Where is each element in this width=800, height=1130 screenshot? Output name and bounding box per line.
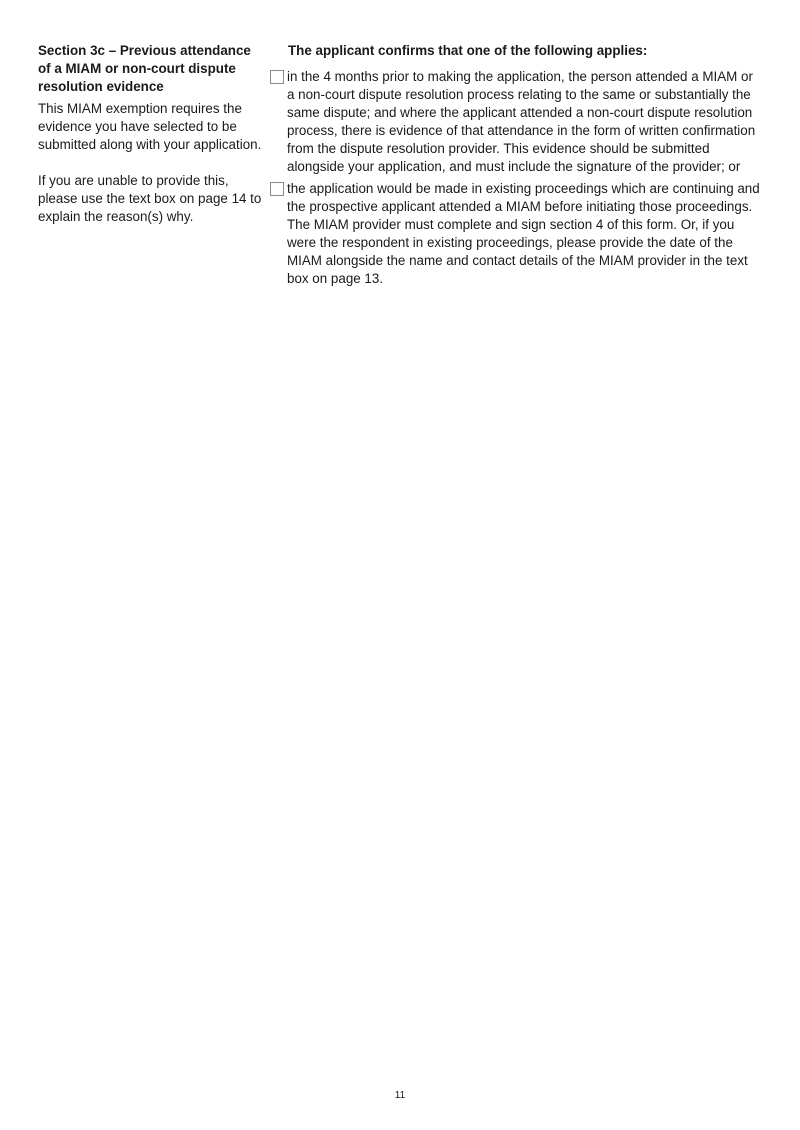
option-text: the application would be made in existing proceedings which are continuing and the prospective applicant attended a MIAM before initiating those proceedings. The MIAM provider must complete and sign section 4 of this form. Or, if you were the respondent in existing proceedings, please provide the date of the MIAM alongside the name and contact details of the MIAM provider in the text box on page 13. bbox=[287, 181, 760, 286]
previous-attendance-checkbox[interactable] bbox=[270, 70, 284, 84]
right-column bbox=[270, 42, 762, 292]
left-column bbox=[38, 42, 263, 226]
option-text: in the 4 months prior to making the application, the person attended a MIAM or a non-court dispute resolution process relating to the same or substantially the same dispute; and where the applicant attended a non-court dispute resolution process, there is evidence of that attendance in the form of written confirmation from the dispute resolution provider. This evidence should be submitted alongside your application, and must include the signature of the provider; or bbox=[287, 69, 756, 174]
page-number: 11 bbox=[394, 1090, 406, 1101]
section-title: Section 3c – Previous attendance of a MIAM or non-court dispute resolution evidence bbox=[38, 43, 251, 94]
option-previous-attendance bbox=[270, 68, 762, 176]
unable-to-provide-text: If you are unable to provide this, please use the text box on page 14 to explain the reason(s) why. bbox=[38, 173, 262, 224]
confirmation-heading: The applicant confirms that one of the following applies: bbox=[288, 43, 648, 58]
option-existing-proceedings bbox=[270, 180, 762, 288]
existing-proceedings-checkbox[interactable] bbox=[270, 182, 284, 196]
evidence-requirement-text: This MIAM exemption requires the evidence you have selected to be submitted along with your application. bbox=[38, 101, 262, 152]
